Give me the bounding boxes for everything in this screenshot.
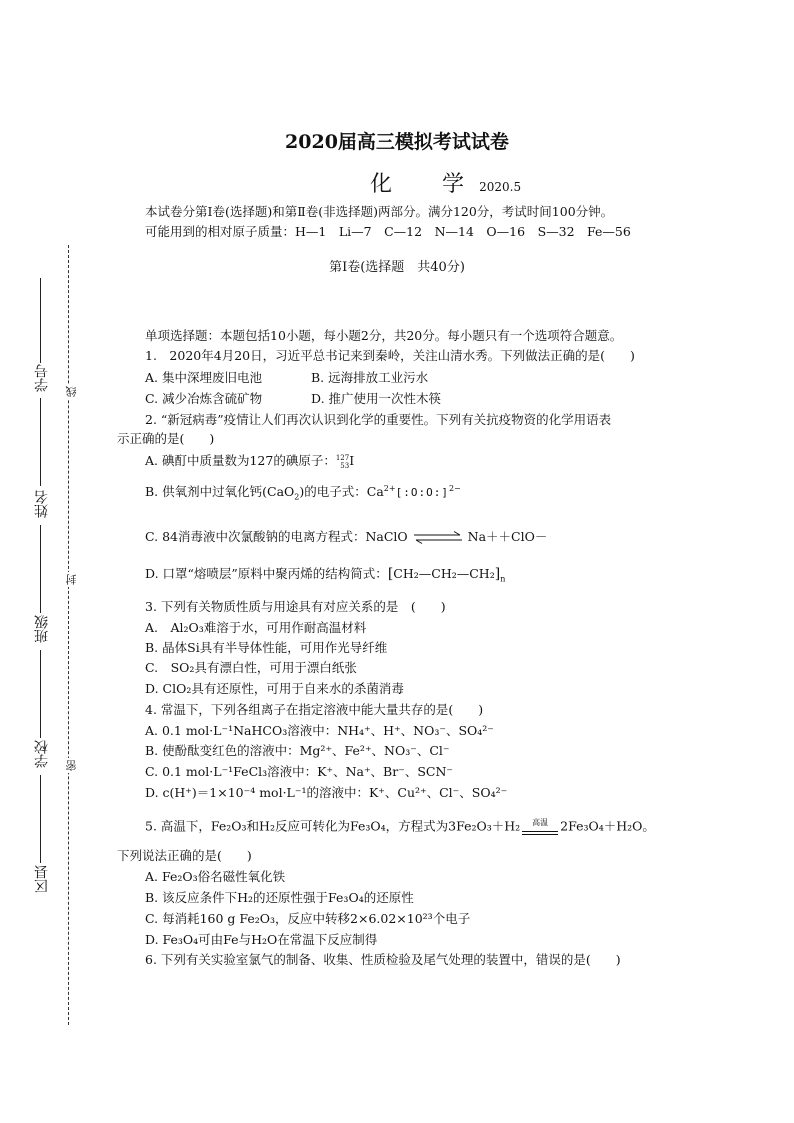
q2-stem-line1: 2. “新冠病毒”疫情让人们再次认识到化学的重要性。下列有关抗疫物资的化学用语表: [145, 412, 612, 427]
subject-line: [370, 167, 521, 198]
q3-option-d[interactable]: D. ClO₂具有还原性，可用于自来水的杀菌消毒: [145, 681, 404, 696]
q5-stem-part2: 2Fe₃O₄＋H₂O。: [560, 818, 655, 834]
q1-option-a[interactable]: A. 集中深埋废旧电池: [145, 370, 262, 385]
q2-option-a[interactable]: [145, 453, 354, 470]
q3-stem: 3. 下列有关物质性质与用途具有对应关系的是 ( ): [145, 599, 446, 614]
section-title: 第Ⅰ卷(选择题 共40分): [329, 260, 465, 275]
q2-d-text: D. 口罩“熔喷层”原料中聚丙烯的结构简式：: [145, 566, 388, 581]
q6-stem: 6. 下列有关实验室氯气的制备、收集、性质检验及尾气处理的装置中，错误的是( ): [145, 952, 621, 967]
q2-b-charge: 2+: [383, 483, 396, 493]
q4-option-b[interactable]: B. 使酚酞变红色的溶液中：Mg²⁺、Fe²⁺、NO₃⁻、Cl⁻: [145, 743, 450, 758]
polymer-bracket-left-icon: [: [387, 566, 394, 582]
q2-b-text2: )的电子式：Ca: [299, 484, 384, 499]
q2-a-mass: 127: [335, 453, 350, 462]
q1-option-c[interactable]: C. 减少冶炼含硫矿物: [145, 391, 263, 406]
q1-option-b[interactable]: B. 远海排放工业污水: [311, 370, 429, 385]
q2-c-text: C. 84消毒液中次氯酸钠的电离方程式：NaClO: [145, 529, 408, 544]
q2-d-formula: CH₂—CH₂—CH₂: [393, 566, 495, 581]
q5-option-d[interactable]: D. Fe₃O₄可由Fe与H₂O在常温下反应制得: [145, 932, 378, 947]
instructions: 单项选择题：本题包括10小题，每小题2分，共20分。每小题只有一个选项符合题意。: [145, 328, 623, 343]
student-id-label: 学号: [34, 364, 50, 392]
q1-option-d[interactable]: D. 推广使用一次性木筷: [311, 391, 442, 406]
q4-stem: 4. 常温下，下列各组离子在指定溶液中能大量共存的是( ): [145, 702, 484, 717]
q4-option-a[interactable]: A. 0.1 mol·L⁻¹NaHCO₃溶液中：NH₄⁺、H⁺、NO₃⁻、SO₄²⁻: [145, 723, 494, 738]
q3-option-b[interactable]: B. 晶体Si具有半导体性能，可用作光导纤维: [145, 640, 388, 655]
district-blank[interactable]: [40, 775, 41, 863]
subject-title: 化 学: [370, 172, 467, 197]
q3-option-a[interactable]: A. Al₂O₃难溶于水，可用作耐高温材料: [145, 620, 367, 635]
q2-d-n: n: [500, 574, 506, 584]
q2-a-text: A. 碘酊中质量数为127的碘原子：: [145, 453, 336, 468]
reaction-equals-icon: [521, 830, 559, 836]
q2-stem-line2: 示正确的是( ): [117, 431, 215, 446]
district-label: 区县: [34, 865, 50, 893]
q5-option-a[interactable]: A. Fe₂O₃俗名磁性氧化铁: [145, 869, 286, 884]
school-label: 学校: [34, 740, 50, 768]
polymer-bracket-right-icon: ]: [494, 566, 501, 582]
q5-option-b[interactable]: B. 该反应条件下H₂的还原性强于Fe₃O₄的还原性: [145, 890, 414, 905]
binding-dashed-line: [68, 245, 69, 1025]
q2-b-electron-formula: [:O:O:]: [395, 486, 449, 499]
q2-a-atomic: 53: [340, 461, 350, 470]
name-label: 姓名: [34, 490, 50, 518]
q4-option-d[interactable]: D. c(H⁺)＝1×10⁻⁴ mol·L⁻¹的溶液中：K⁺、Cu²⁺、Cl⁻、SO₄²⁻: [145, 785, 508, 800]
q5-option-c[interactable]: C. 每消耗160 g Fe₂O₃，反应中转移2×6.02×10²³个电子: [145, 911, 471, 926]
q4-option-c[interactable]: C. 0.1 mol·L⁻¹FeCl₃溶液中：K⁺、Na⁺、Br⁻、SCN⁻: [145, 764, 453, 779]
exam-title: 2020届高三模拟考试试卷: [285, 131, 509, 153]
atomic-masses: 可能用到的相对原子质量：H—1 Li—7 C—12 N—14 O—16 S—32 Fe—56: [145, 224, 631, 239]
class-label: 班级: [34, 615, 50, 643]
student-id-blank[interactable]: [40, 278, 41, 363]
q2-option-b[interactable]: B. 供氧剂中过氧化钙(CaO$_2$)的电子式：$Ca^{2+}[:O:O:]^{2-}$: [145, 483, 461, 502]
q2-option-c[interactable]: [145, 529, 547, 545]
q2-b-text: B. 供氧剂中过氧化钙(CaO: [145, 484, 295, 499]
q3-option-c[interactable]: C. SO₂具有漂白性，可用于漂白纸张: [145, 660, 357, 675]
q5-stem-line1: [145, 818, 655, 836]
binding-mark-seal: 封: [65, 574, 78, 585]
exam-date: 2020.5: [479, 180, 522, 194]
binding-mark-secret: 密: [65, 760, 78, 771]
q2-c-products: Na＋＋ClO－: [467, 529, 548, 544]
q5-condition: 高温: [532, 818, 549, 827]
school-blank[interactable]: [40, 650, 41, 738]
name-blank[interactable]: [40, 398, 41, 486]
q2-b-charge2: 2−: [448, 483, 461, 493]
equilibrium-arrow-icon: [412, 531, 464, 545]
q5-stem-line2: 下列说法正确的是( ): [117, 848, 252, 863]
q5-stem-part1: 5. 高温下，Fe₂O₃和H₂反应可转化为Fe₃O₄，方程式为3Fe₂O₃＋H₂: [145, 818, 521, 834]
q2-a-symbol: I: [349, 453, 355, 468]
binding-mark-line: 线: [65, 386, 78, 397]
class-blank[interactable]: [40, 525, 41, 613]
q1-stem: 1. 2020年4月20日，习近平总书记来到秦岭，关注山清水秀。下列做法正确的是( ): [145, 348, 635, 363]
q2-option-d[interactable]: [145, 566, 505, 582]
exam-intro: 本试卷分第Ⅰ卷(选择题)和第Ⅱ卷(非选择题)两部分。满分120分，考试时间100分钟。: [145, 204, 614, 219]
